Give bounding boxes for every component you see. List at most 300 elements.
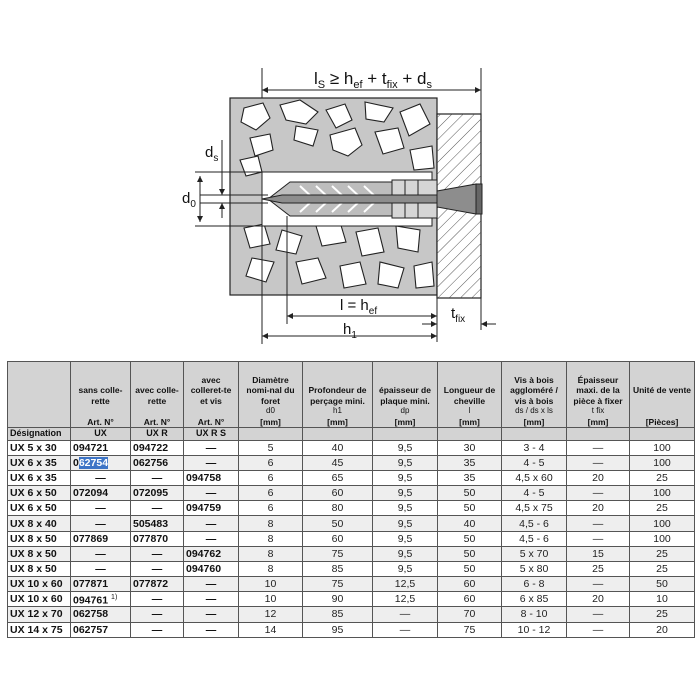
cell-text: 077869 — [73, 532, 109, 545]
cell-a3 — [184, 546, 239, 561]
cell-text: 6 — [267, 472, 274, 485]
cell-text: 094722 — [133, 442, 169, 455]
cell-text: 077870 — [133, 532, 169, 545]
header-col4: Diamètre nomi-nal du foret d0 [mm] — [239, 362, 303, 428]
label-l-hef: $l = h_{ef}$ — [340, 297, 378, 317]
cell-a1 — [71, 501, 131, 516]
cell-dp — [373, 441, 438, 456]
cell-unit — [630, 456, 695, 471]
cell-ds — [502, 561, 567, 576]
cell-a1 — [71, 622, 131, 637]
cell-text: — — [151, 472, 163, 485]
cell-a3 — [184, 607, 239, 622]
cell-a3 — [184, 501, 239, 516]
table-row — [8, 546, 695, 561]
cell-des — [8, 576, 71, 591]
header-col5: Profondeur de perçage mini. h1 [mm] — [303, 362, 373, 428]
cell-text: — — [592, 623, 604, 636]
header-col10: Unité de vente [Pièces] — [630, 362, 695, 428]
cell-ds — [502, 516, 567, 531]
cell-text: 75 — [463, 623, 476, 636]
cell-text: 5 x 80 — [519, 562, 549, 575]
cell-ds — [502, 622, 567, 637]
header-type-uxr: UX R — [131, 428, 184, 441]
cell-text: 4 - 5 — [523, 457, 545, 470]
cell-text: — — [95, 502, 106, 515]
cell-text: 4 - 5 — [523, 487, 545, 500]
cell-text: 6 — [267, 457, 274, 470]
cell-l — [438, 501, 502, 516]
cell-des — [8, 546, 71, 561]
cell-l — [438, 531, 502, 546]
cell-ds — [502, 501, 567, 516]
cell-text: — — [399, 608, 411, 621]
cell-text: 062757 — [73, 623, 109, 636]
cell-text: — — [205, 442, 217, 455]
cell-dp — [373, 501, 438, 516]
cell-text: — — [399, 623, 411, 636]
cell-text: 8 - 10 — [520, 608, 548, 621]
cell-text: 8 — [267, 562, 274, 575]
cell-text: — — [205, 608, 217, 621]
cell-a3 — [184, 576, 239, 591]
table-row — [8, 456, 695, 471]
spec-table — [7, 361, 695, 638]
cell-a1 — [71, 546, 131, 561]
cell-text: UX 8 x 40 — [10, 517, 57, 530]
cell-text: 35 — [463, 457, 476, 470]
cell-l — [438, 576, 502, 591]
cell-d0 — [239, 622, 303, 637]
cell-a3 — [184, 486, 239, 501]
label-ds: $d_s$ — [205, 144, 219, 164]
cell-a2 — [131, 486, 184, 501]
cell-text: 100 — [653, 457, 671, 470]
cell-tfix — [567, 531, 630, 546]
cell-l — [438, 516, 502, 531]
cell-des — [8, 456, 71, 471]
header-blank — [373, 428, 438, 441]
cell-text: 20 — [656, 623, 668, 636]
cell-tfix — [567, 471, 630, 486]
header-type-uxrs: UX R S — [184, 428, 239, 441]
cell-text: 5 — [267, 442, 274, 455]
cell-d0 — [239, 516, 303, 531]
cell-d0 — [239, 591, 303, 607]
cell-text: 505483 — [133, 517, 169, 530]
table-row — [8, 591, 695, 607]
cell-unit — [630, 501, 695, 516]
cell-text: 9,5 — [397, 487, 413, 500]
cell-l — [438, 486, 502, 501]
cell-text: 9,5 — [397, 502, 413, 515]
cell-text: 95 — [331, 623, 344, 636]
cell-text: 9,5 — [397, 457, 413, 470]
cell-text: 25 — [656, 608, 668, 621]
cell-text: — — [592, 457, 604, 470]
cell-text: 75 — [331, 577, 344, 590]
cell-dp — [373, 456, 438, 471]
cell-text: 12 — [264, 608, 277, 621]
cell-text: 062756 — [133, 457, 169, 470]
cell-text: — — [95, 472, 106, 485]
cell-unit — [630, 561, 695, 576]
cell-a1 — [71, 607, 131, 622]
cell-text: 6 — [267, 487, 274, 500]
cell-unit — [630, 546, 695, 561]
cell-text: 40 — [331, 442, 344, 455]
cell-a3 — [184, 471, 239, 486]
cell-text: 094760 — [186, 562, 222, 575]
cell-text: 10 - 12 — [517, 623, 551, 636]
cell-text: — — [205, 593, 217, 606]
cell-text: 12,5 — [394, 577, 416, 590]
cell-unit — [630, 486, 695, 501]
table-row — [8, 561, 695, 576]
cell-d0 — [239, 607, 303, 622]
table-row — [8, 516, 695, 531]
cell-text: UX 5 x 30 — [10, 442, 57, 455]
cell-text: — — [151, 623, 163, 636]
cell-text: 80 — [331, 502, 344, 515]
cell-tfix — [567, 501, 630, 516]
cell-text: 4,5 - 6 — [519, 532, 549, 545]
cell-text: — — [205, 517, 217, 530]
cell-text: — — [205, 577, 217, 590]
table-row — [8, 607, 695, 622]
cell-dp — [373, 486, 438, 501]
cell-h1 — [303, 486, 373, 501]
cell-text: 094759 — [186, 502, 222, 515]
header-col9: Épaisseur maxi. de la pièce à fixer t fix [mm] — [567, 362, 630, 428]
cell-a2 — [131, 456, 184, 471]
cell-text: 100 — [653, 487, 671, 500]
cell-d0 — [239, 546, 303, 561]
cell-des — [8, 516, 71, 531]
cell-a1 — [71, 441, 131, 456]
cell-text: 100 — [653, 517, 671, 530]
cell-unit — [630, 531, 695, 546]
header-blank — [567, 428, 630, 441]
cell-dp — [373, 622, 438, 637]
cell-text: 10 — [264, 593, 277, 606]
cell-text: 8 — [267, 532, 274, 545]
selected-article-prefix: 0 — [73, 457, 79, 470]
cell-text: 3 - 4 — [523, 442, 545, 455]
cell-text: 60 — [331, 487, 344, 500]
cell-text: 8 — [267, 517, 274, 530]
cell-text: 25 — [656, 547, 668, 560]
cell-ds — [502, 607, 567, 622]
cell-text: — — [592, 517, 604, 530]
cell-text: UX 14 x 75 — [10, 623, 63, 636]
cell-text: 094762 — [186, 547, 222, 560]
cell-ds — [502, 471, 567, 486]
cell-l — [438, 456, 502, 471]
cell-text: 9,5 — [397, 442, 413, 455]
table-row — [8, 622, 695, 637]
cell-text: UX 8 x 50 — [10, 547, 57, 560]
cell-dp — [373, 516, 438, 531]
cell-text: 9,5 — [397, 517, 413, 530]
table-row — [8, 471, 695, 486]
cell-text: 25 — [656, 562, 668, 575]
cell-d0 — [239, 531, 303, 546]
header-col3: avec colleret-te et vis Art. N° — [184, 362, 239, 428]
cell-unit — [630, 576, 695, 591]
cell-des — [8, 471, 71, 486]
cell-dp — [373, 546, 438, 561]
cell-h1 — [303, 456, 373, 471]
cell-text: — — [151, 593, 163, 606]
cell-a1 — [71, 576, 131, 591]
cell-unit — [630, 441, 695, 456]
cell-h1 — [303, 516, 373, 531]
cell-text: 85 — [331, 608, 344, 621]
cell-text: 50 — [463, 502, 476, 515]
cell-tfix — [567, 546, 630, 561]
cell-text: 6 x 85 — [519, 593, 549, 606]
cell-text: — — [95, 562, 106, 575]
cell-text: UX 10 x 60 — [10, 593, 63, 606]
header-type-ux: UX — [71, 428, 131, 441]
cell-dp — [373, 561, 438, 576]
table-row — [8, 531, 695, 546]
cell-a3 — [184, 622, 239, 637]
cell-text: UX 6 x 35 — [10, 472, 57, 485]
header-col1: sans colle-rette Art. N° — [71, 362, 131, 428]
cell-text: UX 6 x 50 — [10, 487, 57, 500]
cell-text: — — [151, 562, 163, 575]
cell-a3 — [184, 516, 239, 531]
cell-a1 — [71, 591, 131, 607]
table-row — [8, 486, 695, 501]
label-ls: $l_S \ge h_{ef} + t_{fix} + d_s$ — [314, 69, 432, 91]
cell-text: 60 — [331, 532, 344, 545]
header-designation-spacer — [8, 362, 71, 428]
cell-ds — [502, 441, 567, 456]
cell-a2 — [131, 591, 184, 607]
cell-text: — — [592, 608, 604, 621]
header-col8: Vis à bois aggloméré / vis à bois ds / ds x ls [mm] — [502, 362, 567, 428]
cell-text: 4,5 x 75 — [515, 502, 553, 515]
cell-a3 — [184, 591, 239, 607]
cell-text: 85 — [331, 562, 344, 575]
cell-tfix — [567, 561, 630, 576]
cell-text: 50 — [331, 517, 344, 530]
header-blank — [630, 428, 695, 441]
cell-text: 4,5 x 60 — [515, 472, 553, 485]
cell-text: — — [592, 487, 604, 500]
cell-a1 — [71, 471, 131, 486]
selected-article-text[interactable]: 62754 — [78, 457, 109, 470]
cell-l — [438, 441, 502, 456]
table-row — [8, 576, 695, 591]
cell-unit — [630, 591, 695, 607]
cell-des — [8, 441, 71, 456]
cell-des — [8, 591, 71, 607]
cell-text: 75 — [331, 547, 344, 560]
cell-des — [8, 531, 71, 546]
cell-text: — — [592, 442, 604, 455]
cell-text: 077871 — [73, 577, 109, 590]
cell-text: 90 — [331, 593, 344, 606]
cell-des — [8, 486, 71, 501]
cell-dp — [373, 531, 438, 546]
cell-text: 60 — [463, 577, 476, 590]
cell-text: — — [95, 547, 106, 560]
cell-a1 — [71, 516, 131, 531]
cell-l — [438, 561, 502, 576]
cell-h1 — [303, 471, 373, 486]
cell-a2 — [131, 516, 184, 531]
cell-text: 50 — [463, 562, 476, 575]
cell-a3 — [184, 561, 239, 576]
cell-text: 35 — [463, 472, 476, 485]
cell-d0 — [239, 456, 303, 471]
cell-text: 12,5 — [394, 593, 416, 606]
cell-text: 9,5 — [397, 562, 413, 575]
cell-tfix — [567, 576, 630, 591]
cell-tfix — [567, 607, 630, 622]
cell-d0 — [239, 501, 303, 516]
cell-text: 100 — [653, 442, 671, 455]
cell-a1 — [71, 486, 131, 501]
cell-text: 30 — [463, 442, 476, 455]
cell-des — [8, 561, 71, 576]
cell-l — [438, 546, 502, 561]
cell-text: 072094 — [73, 487, 109, 500]
cell-h1 — [303, 501, 373, 516]
cell-text: — — [151, 608, 163, 621]
cell-text: — — [151, 502, 163, 515]
cell-text: 15 — [592, 547, 604, 560]
cell-text: UX 8 x 50 — [10, 532, 57, 545]
cell-text: — — [205, 623, 217, 636]
cell-text: 40 — [463, 517, 476, 530]
cell-text: 8 — [267, 547, 274, 560]
cell-tfix — [567, 486, 630, 501]
cell-text: 20 — [592, 593, 604, 606]
cell-a2 — [131, 546, 184, 561]
cell-unit — [630, 471, 695, 486]
cell-a1 — [71, 561, 131, 576]
footnote-marker: 1) — [111, 593, 118, 601]
cell-tfix — [567, 516, 630, 531]
header-blank — [303, 428, 373, 441]
table-row — [8, 441, 695, 456]
cell-ds — [502, 456, 567, 471]
cell-text: UX 10 x 60 — [10, 577, 63, 590]
header-blank — [438, 428, 502, 441]
cell-tfix — [567, 622, 630, 637]
cell-text: 65 — [331, 472, 344, 485]
cell-a1[interactable] — [71, 456, 131, 471]
cell-des — [8, 622, 71, 637]
cell-l — [438, 622, 502, 637]
cell-h1 — [303, 607, 373, 622]
cell-text: 5 x 70 — [519, 547, 549, 560]
table-body — [8, 441, 695, 638]
cell-des — [8, 607, 71, 622]
cell-dp — [373, 471, 438, 486]
header-blank — [502, 428, 567, 441]
cell-text: 20 — [592, 472, 604, 485]
cell-text: — — [205, 532, 217, 545]
cell-text: — — [205, 487, 217, 500]
cell-a3 — [184, 456, 239, 471]
cell-ds — [502, 591, 567, 607]
cell-text: 4,5 - 6 — [519, 517, 549, 530]
cell-l — [438, 471, 502, 486]
cell-text: 14 — [264, 623, 277, 636]
cell-text: — — [592, 532, 604, 545]
cell-text: 50 — [463, 547, 476, 560]
cell-ds — [502, 576, 567, 591]
cell-ds — [502, 531, 567, 546]
cell-text: UX 6 x 50 — [10, 502, 57, 515]
cell-text: 072095 — [133, 487, 169, 500]
label-tfix: $t_{fix}$ — [451, 305, 466, 325]
cell-d0 — [239, 441, 303, 456]
header-blank — [239, 428, 303, 441]
cell-unit — [630, 516, 695, 531]
cell-text: 094721 — [73, 442, 109, 455]
cell-a2 — [131, 501, 184, 516]
cell-text: 100 — [653, 532, 671, 545]
cell-text: 10 — [264, 577, 277, 590]
cell-h1 — [303, 546, 373, 561]
label-d0: $d_0$ — [182, 190, 196, 210]
cell-dp — [373, 607, 438, 622]
cell-text: — — [95, 517, 106, 530]
cell-h1 — [303, 622, 373, 637]
cell-a2 — [131, 471, 184, 486]
cell-a3 — [184, 441, 239, 456]
cell-text: 094761 — [73, 594, 109, 607]
header-col6: épaisseur de plaque mini. dp [mm] — [373, 362, 438, 428]
cell-text: 6 — [267, 502, 274, 515]
cell-h1 — [303, 591, 373, 607]
cell-text: — — [205, 457, 217, 470]
cell-text: 50 — [463, 532, 476, 545]
cell-text: 062758 — [73, 608, 109, 621]
cell-tfix — [567, 441, 630, 456]
cell-a2 — [131, 576, 184, 591]
cell-text: 25 — [656, 502, 668, 515]
cell-text: 20 — [592, 502, 604, 515]
cell-tfix — [567, 591, 630, 607]
cell-h1 — [303, 441, 373, 456]
cell-text: UX 8 x 50 — [10, 562, 57, 575]
cell-d0 — [239, 561, 303, 576]
cell-text: 10 — [656, 593, 668, 606]
cell-h1 — [303, 531, 373, 546]
cell-text: 60 — [463, 593, 476, 606]
cell-text: UX 12 x 70 — [10, 608, 63, 621]
cell-dp — [373, 591, 438, 607]
cell-text: 9,5 — [397, 547, 413, 560]
cell-d0 — [239, 486, 303, 501]
cell-text: 45 — [331, 457, 344, 470]
cell-a1 — [71, 531, 131, 546]
cell-text: UX 6 x 35 — [10, 457, 57, 470]
cell-text: 50 — [463, 487, 476, 500]
cell-h1 — [303, 561, 373, 576]
cell-ds — [502, 486, 567, 501]
table-row — [8, 501, 695, 516]
cell-d0 — [239, 576, 303, 591]
